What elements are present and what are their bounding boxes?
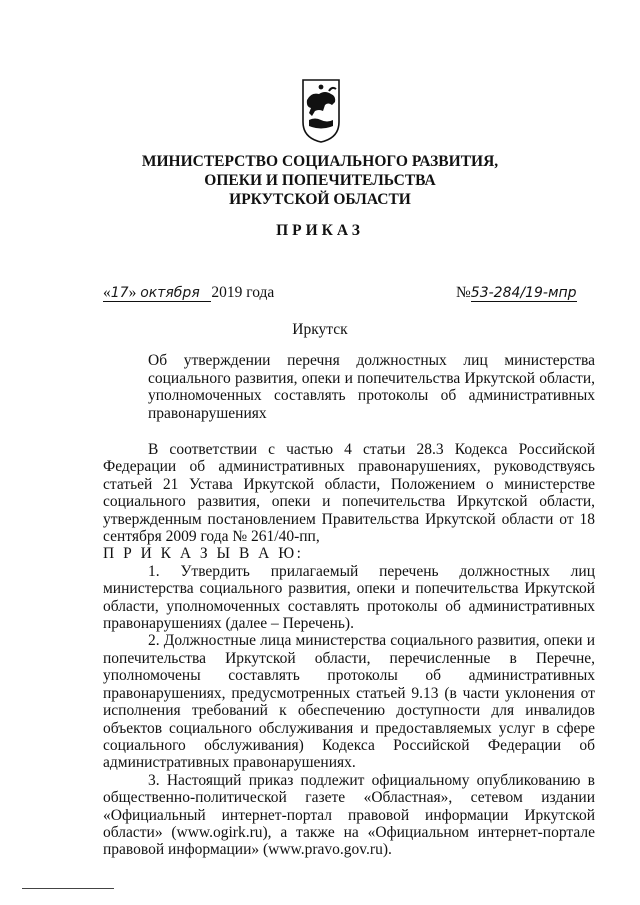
city: Иркутск — [292, 321, 348, 338]
order-item-1: 1. Утвердить прилагаемый перечень должностных лиц министерства социального развития, опеки и попечительства Иркутской области, уполномоченных составлять протоколы об административных правонарушениях (далее – Перечень). — [103, 562, 595, 633]
document-subject: Об утверждении перечня должностных лиц министерства социального развития, опеки и попечительства Иркутской области, уполномоченных составлять протоколы об административных правонарушениях — [148, 352, 595, 422]
footer-divider — [22, 888, 114, 889]
date-blank — [103, 285, 211, 302]
document-number — [456, 284, 577, 302]
ministry-line-3: ИРКУТСКОЙ ОБЛАСТИ — [229, 191, 411, 208]
number-prefix: № — [456, 284, 471, 301]
date-close-quote: » — [128, 284, 137, 301]
order-word: П Р И К А З Ы В А Ю: — [103, 545, 304, 563]
document-date — [103, 284, 274, 302]
order-item-2: 2. Должностные лица министерства социального развития, опеки и попечительства Иркутской области, перечисленные в Перечне, уполномочены составлять протоколы об административных правонарушениях, предусмотренных статьей 9.13 (в части уклонения от исполнения требований к обеспечению доступности для инвалидов объектов социального обслуживания и предоставляемых услуг в сфере социального обслуживания) Кодекса Российской Федерации об административных правонарушениях. — [103, 632, 595, 772]
date-year: 2019 года — [211, 284, 275, 301]
document-type: ПРИКАЗ — [276, 222, 364, 239]
number-value: 53-284/19-мпр — [470, 285, 577, 301]
date-day: 17 — [110, 285, 129, 301]
preamble-paragraph: В соответствии с частью 4 статьи 28.3 Кодекса Российской Федерации об административных правонарушениях, руководствуясь статьей 21 Устава Иркутской области, Положением о министерстве социального развития, опеки и попечительства Иркутской области, утвержденным постановлением Правительства Иркутской области от 18 сентября 2009 года № 261/40-пп, — [103, 441, 595, 546]
ministry-title — [0, 152, 640, 209]
order-item-3: 3. Настоящий приказ подлежит официальному опубликованию в общественно-политической газете «Областная», сетевом издании «Официальный интернет-портал правовой информации Иркутской области» (www.ogirk.ru), а также на «Официальном интернет-портале правовой информации» (www.pravo.gov.ru). — [103, 771, 595, 859]
date-open-quote: « — [103, 284, 111, 301]
date-month: октября — [140, 285, 200, 301]
irkutsk-coat-of-arms-icon — [301, 78, 341, 144]
document-body — [103, 441, 595, 859]
ministry-line-2: ОПЕКИ И ПОПЕЧИТЕЛЬСТВА — [204, 172, 436, 189]
ministry-line-1: МИНИСТЕРСТВО СОЦИАЛЬНОГО РАЗВИТИЯ, — [141, 153, 499, 170]
